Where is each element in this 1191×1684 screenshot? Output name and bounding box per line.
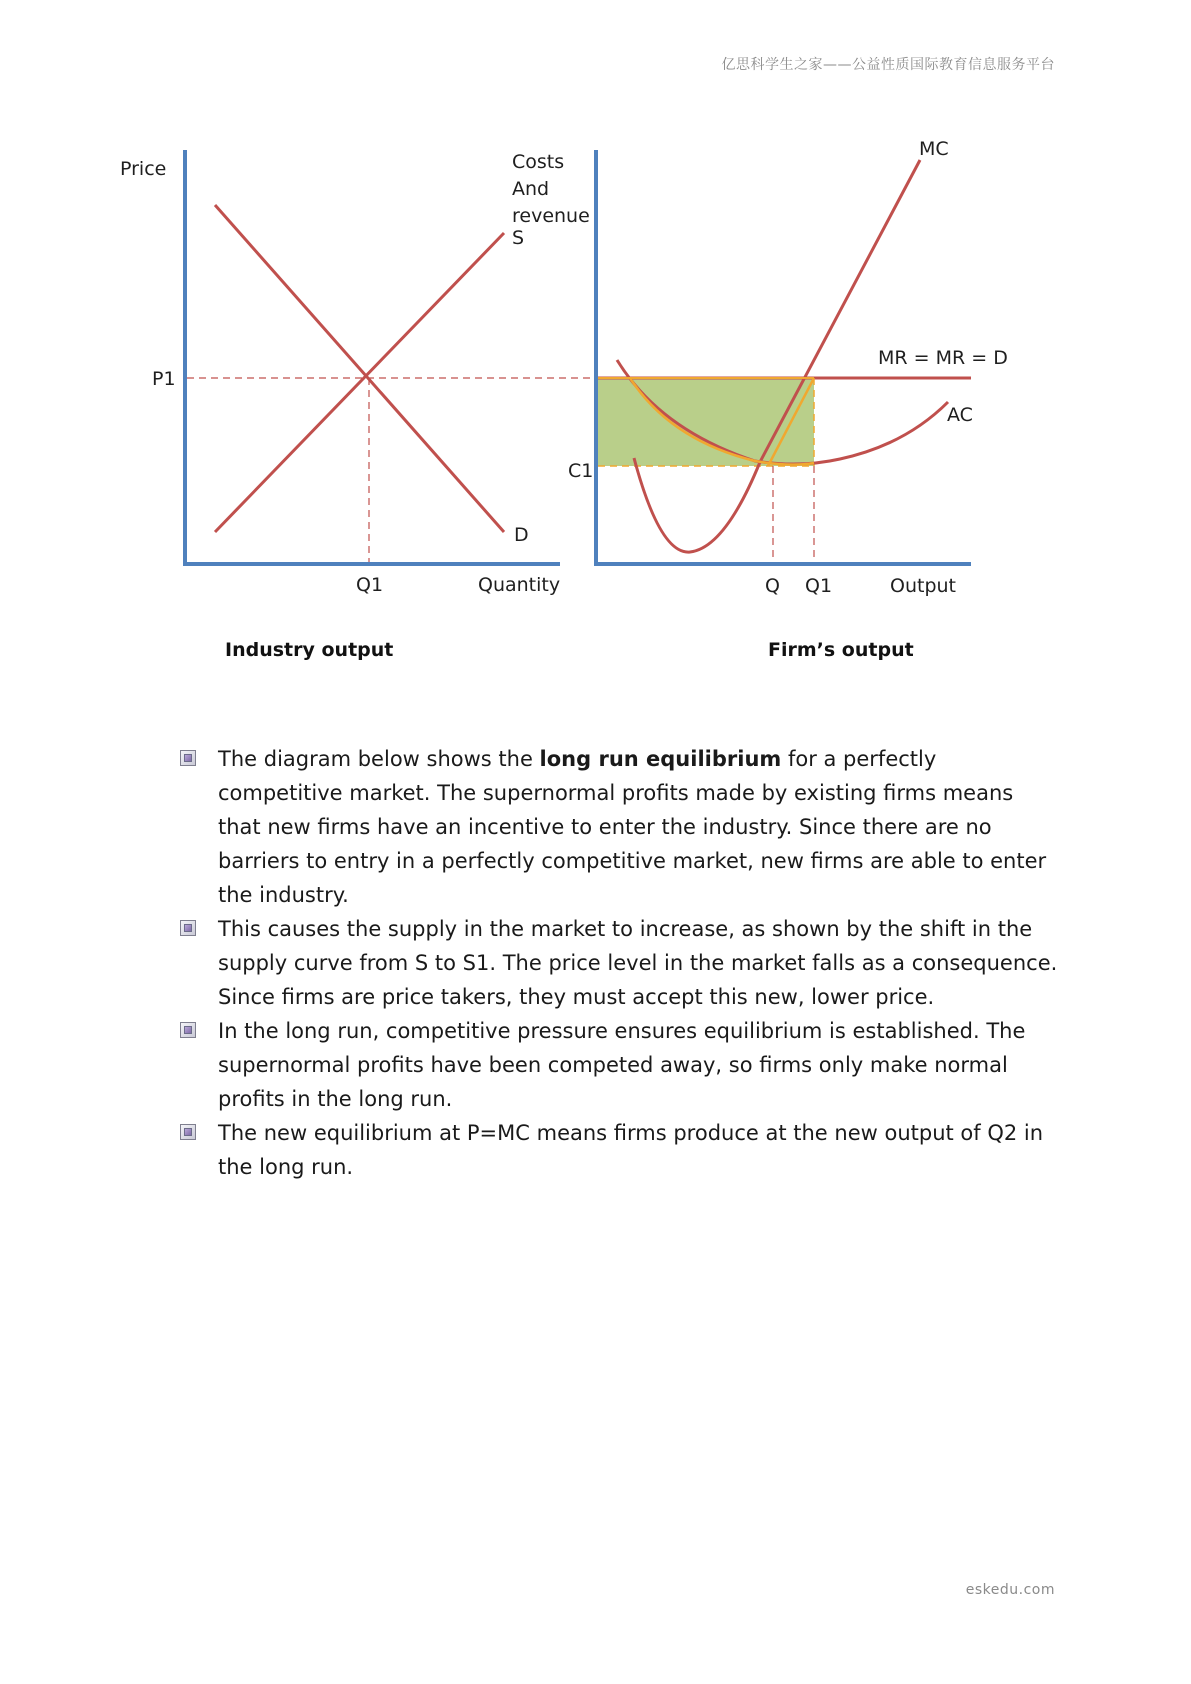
industry-caption: Industry output — [225, 639, 394, 661]
bullet-text: The new equilibrium at P=MC means firms produce at the new output of Q2 in the long run. — [218, 1121, 1044, 1179]
q1-label: Q1 — [356, 574, 384, 596]
industry-x-axis-label: Quantity — [478, 574, 561, 596]
industry-y-axis-label: Price — [120, 158, 167, 180]
firm-y-axis-label-line-3: revenue — [512, 205, 590, 227]
bullet-square-icon — [180, 1022, 196, 1038]
bullet-square-icon — [180, 1124, 196, 1140]
economics-diagram — [0, 0, 1191, 700]
supply-curve — [215, 233, 504, 532]
bullet-text-before: The diagram below shows the — [218, 747, 540, 771]
bullet-square-icon — [180, 920, 196, 936]
list-item — [180, 1014, 1060, 1116]
bullet-text: This causes the supply in the market to increase, as shown by the shift in the supply curve from S to S1. The price level in the market falls as a consequence. Since firms are price takers, they must accept this new, lower price. — [218, 917, 1058, 1009]
bullet-square-icon — [180, 750, 196, 766]
firm-y-axis-label-line-1: Costs — [512, 151, 565, 173]
q-label: Q — [765, 575, 780, 597]
p1-label: P1 — [152, 368, 176, 390]
explanation-list — [180, 742, 1060, 1184]
mr-label: MR = MR = D — [878, 347, 1008, 369]
bullet-text-after: for a perfectly competitive market. The supernormal profits made by existing firms means that new firms have an incentive to enter the industry. Since there are no barriers to entry in a perfectly competitive market, new firms are able to enter the industry. — [218, 747, 1047, 907]
firm-x-axis-label: Output — [890, 575, 956, 597]
firm-y-axis-label-line-2: And — [512, 178, 550, 200]
firm-caption: Firm’s output — [768, 639, 914, 661]
list-item — [180, 1116, 1060, 1184]
list-item — [180, 742, 1060, 912]
firm-graph — [512, 138, 1008, 661]
ac-label: AC — [947, 404, 973, 426]
page-header: 亿思科学生之家——公益性质国际教育信息服务平台 — [721, 57, 1055, 73]
demand-label: D — [514, 524, 529, 546]
supply-label: S — [512, 227, 525, 249]
q1-firm-label: Q1 — [805, 575, 833, 597]
page-footer: eskedu.com — [965, 1582, 1055, 1598]
bullet-text: In the long run, competitive pressure ensures equilibrium is established. The supernormal profits have been competed away, so firms only make normal profits in the long run. — [218, 1019, 1026, 1111]
demand-curve — [215, 205, 504, 532]
mc-label: MC — [919, 138, 949, 160]
c1-label: C1 — [568, 460, 594, 482]
bullet-text-bold: long run equilibrium — [539, 747, 782, 771]
list-item — [180, 912, 1060, 1014]
